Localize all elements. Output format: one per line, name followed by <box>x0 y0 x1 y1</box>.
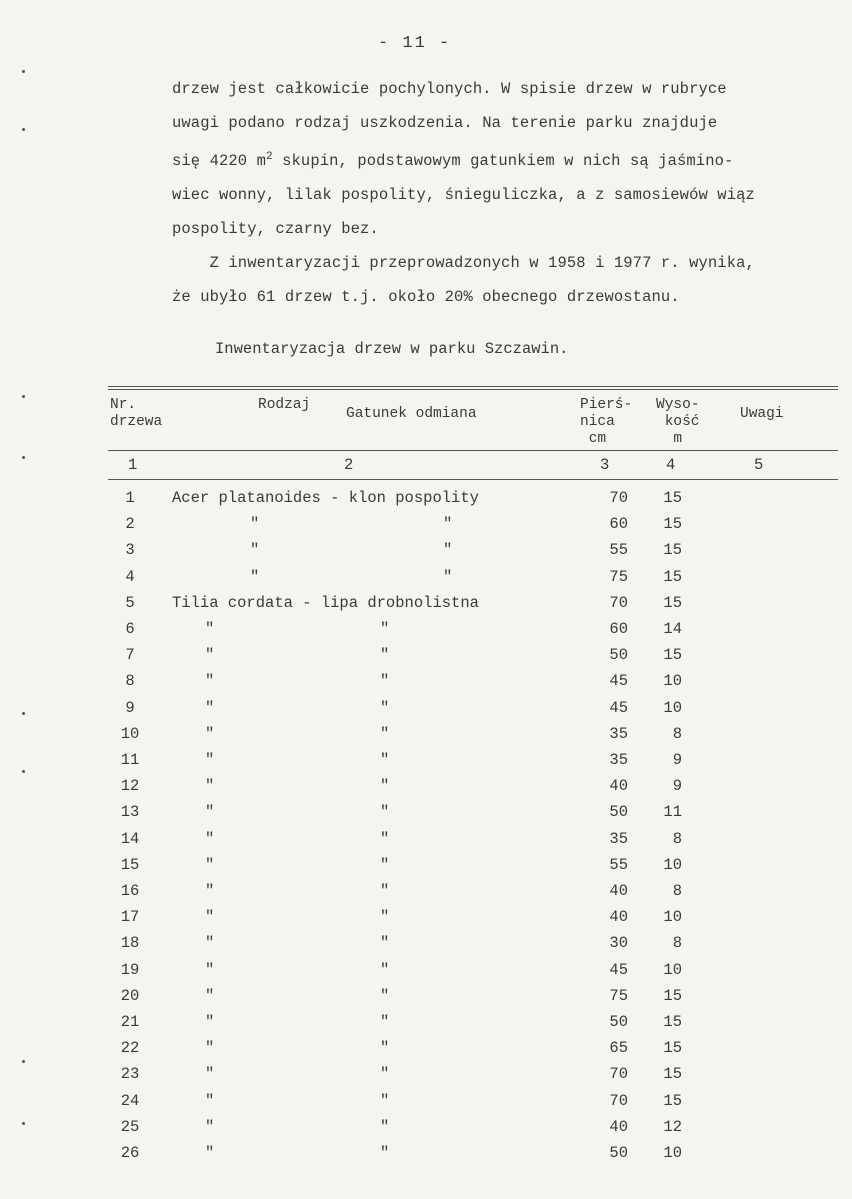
cell-piersnica: 50 <box>609 1144 628 1162</box>
cell-wysokosc: 8 <box>672 934 682 953</box>
cell-piersnica: 45 <box>609 672 628 691</box>
ditto-mark: " <box>205 672 215 691</box>
text-line: drzew jest całkowicie pochylonych. W spisie drzew w rubryce <box>172 80 727 98</box>
page-number: - 11 - <box>378 34 452 53</box>
margin-mark <box>22 456 25 459</box>
cell-nr: 1 <box>125 489 135 507</box>
ditto-mark: " <box>205 855 215 874</box>
cell-piersnica: 70 <box>609 1065 628 1084</box>
ditto-mark: " <box>380 1144 390 1162</box>
header-rodzaj: Rodzaj <box>258 397 311 413</box>
table-row <box>0 1039 852 1065</box>
cell-nr: 13 <box>120 803 140 822</box>
cell-piersnica: 40 <box>609 777 628 796</box>
table-row <box>0 856 852 882</box>
cell-wysokosc: 8 <box>672 724 682 743</box>
cell-wysokosc: 10 <box>663 855 682 874</box>
cell-nr: 23 <box>120 1065 140 1084</box>
intro-paragraph <box>172 72 822 314</box>
cell-piersnica: 70 <box>609 1091 628 1110</box>
table-row <box>0 620 852 646</box>
table-row <box>0 489 852 515</box>
ditto-mark: " <box>205 1039 215 1058</box>
cell-piersnica: 45 <box>609 960 628 979</box>
table-row <box>0 934 852 960</box>
table-row <box>0 1144 852 1170</box>
text-line: że ubyło 61 drzew t.j. około 20% obecnego drzewostanu. <box>172 288 680 307</box>
table-row <box>0 1065 852 1091</box>
cell-wysokosc: 15 <box>663 986 682 1005</box>
ditto-mark: " <box>380 855 390 874</box>
cell-wysokosc: 10 <box>663 1144 682 1162</box>
ditto-mark: " <box>205 908 215 927</box>
ditto-mark: " <box>205 1013 215 1031</box>
cell-nr: 5 <box>125 593 135 612</box>
cell-wysokosc: 12 <box>663 1117 682 1136</box>
text-line: pospolity, czarny bez. <box>172 220 379 239</box>
ditto-mark: " <box>205 882 215 900</box>
table-caption: Inwentaryzacja drzew w parku Szczawin. <box>215 340 569 358</box>
cell-nr: 11 <box>120 751 140 769</box>
cell-wysokosc: 10 <box>663 908 682 927</box>
ditto-mark: " <box>205 986 215 1005</box>
ditto-mark: " <box>205 960 215 979</box>
ditto-mark: " <box>380 1065 390 1084</box>
cell-nr: 4 <box>125 567 135 586</box>
text-line: uwagi podano rodzaj uszkodzenia. Na terenie parku znajduje <box>172 114 718 132</box>
margin-mark <box>22 70 25 73</box>
text-line: wiec wonny, lilak pospolity, śnieguliczka, a z samosiewów wiąz <box>172 186 755 205</box>
table-row <box>0 987 852 1013</box>
ditto-mark: " <box>205 724 215 743</box>
ditto-mark: " <box>205 1065 215 1084</box>
cell-piersnica: 40 <box>609 908 628 927</box>
cell-wysokosc: 8 <box>672 882 682 900</box>
cell-wysokosc: 15 <box>663 567 682 586</box>
table-top-rule <box>108 386 838 387</box>
header-gatunek: Gatunek odmiana <box>346 406 477 422</box>
ditto-mark: " <box>205 620 215 638</box>
table-row <box>0 672 852 698</box>
ditto-mark: " <box>250 567 260 586</box>
table-row <box>0 646 852 672</box>
column-number: 4 <box>666 456 676 474</box>
ditto-mark: " <box>205 1091 215 1110</box>
header-nr: Nr. drzewa <box>110 397 163 430</box>
cell-nr: 22 <box>120 1039 140 1058</box>
cell-piersnica: 60 <box>609 620 628 638</box>
text-line: Z inwentaryzacji przeprowadzonych w 1958 i 1977 r. wynika, <box>172 254 755 273</box>
table-row <box>0 751 852 777</box>
cell-piersnica: 75 <box>609 567 628 586</box>
cell-nr: 12 <box>120 777 140 796</box>
ditto-mark: " <box>205 803 215 822</box>
cell-nr: 2 <box>125 515 135 534</box>
ditto-mark: " <box>380 777 390 796</box>
table-row <box>0 1013 852 1039</box>
column-number: 2 <box>344 456 354 474</box>
cell-nr: 26 <box>120 1144 140 1162</box>
header-bottom-rule <box>108 450 838 451</box>
text-fragment: się 4220 m <box>172 152 267 171</box>
ditto-mark: " <box>205 1144 215 1162</box>
table-row <box>0 882 852 908</box>
cell-nr: 10 <box>120 724 140 743</box>
column-number: 3 <box>600 456 610 474</box>
ditto-mark: " <box>250 515 260 534</box>
cell-wysokosc: 15 <box>663 1039 682 1058</box>
cell-nr: 16 <box>120 882 140 900</box>
ditto-mark: " <box>380 829 390 848</box>
cell-wysokosc: 11 <box>663 803 682 822</box>
header-uwagi: Uwagi <box>740 406 784 422</box>
cell-wysokosc: 15 <box>663 515 682 534</box>
table-row <box>0 568 852 594</box>
cell-wysokosc: 15 <box>663 1091 682 1110</box>
margin-mark <box>22 770 25 773</box>
ditto-mark: " <box>443 541 453 560</box>
cell-nr: 15 <box>120 855 140 874</box>
cell-wysokosc: 14 <box>663 620 682 638</box>
cell-wysokosc: 8 <box>672 829 682 848</box>
text-line <box>172 140 822 178</box>
cell-wysokosc: 15 <box>663 1013 682 1031</box>
table-top-rule-2 <box>108 389 838 390</box>
text-fragment: skupin, podstawowym gatunkiem w nich są jaśmino- <box>272 152 734 171</box>
ditto-mark: " <box>443 567 453 586</box>
table-row <box>0 699 852 725</box>
cell-wysokosc: 15 <box>663 593 682 612</box>
ditto-mark: " <box>205 777 215 796</box>
header-wysokosc: Wyso- kość m <box>656 397 700 447</box>
numbers-bottom-rule <box>108 479 838 480</box>
ditto-mark: " <box>380 882 390 900</box>
cell-piersnica: 50 <box>609 646 628 665</box>
cell-species: Acer platanoides - klon pospolity <box>172 489 479 507</box>
ditto-mark: " <box>380 934 390 953</box>
ditto-mark: " <box>380 646 390 665</box>
cell-piersnica: 35 <box>609 751 628 769</box>
table-row <box>0 908 852 934</box>
ditto-mark: " <box>380 672 390 691</box>
table-row <box>0 725 852 751</box>
margin-mark <box>22 395 25 398</box>
margin-mark <box>22 712 25 715</box>
table-row <box>0 830 852 856</box>
cell-nr: 19 <box>120 960 140 979</box>
table-row <box>0 777 852 803</box>
table-row <box>0 594 852 620</box>
table-row <box>0 803 852 829</box>
header-piersnica: Pierś- nica cm <box>580 397 633 447</box>
cell-piersnica: 75 <box>609 986 628 1005</box>
cell-nr: 14 <box>120 829 140 848</box>
ditto-mark: " <box>205 829 215 848</box>
cell-piersnica: 50 <box>609 803 628 822</box>
cell-nr: 21 <box>120 1013 140 1031</box>
cell-piersnica: 40 <box>609 882 628 900</box>
ditto-mark: " <box>380 1039 390 1058</box>
cell-species: Tilia cordata - lipa drobnolistna <box>172 593 479 612</box>
ditto-mark: " <box>380 986 390 1005</box>
margin-mark <box>22 1060 25 1063</box>
ditto-mark: " <box>380 620 390 638</box>
cell-wysokosc: 10 <box>663 672 682 691</box>
ditto-mark: " <box>380 960 390 979</box>
ditto-mark: " <box>205 1117 215 1136</box>
table-row <box>0 541 852 567</box>
cell-piersnica: 65 <box>609 1039 628 1058</box>
cell-nr: 20 <box>120 986 140 1005</box>
column-number: 5 <box>754 456 764 474</box>
cell-piersnica: 60 <box>609 515 628 534</box>
cell-nr: 25 <box>120 1117 140 1136</box>
ditto-mark: " <box>250 541 260 560</box>
ditto-mark: " <box>205 646 215 665</box>
table-row <box>0 1092 852 1118</box>
ditto-mark: " <box>443 515 453 534</box>
ditto-mark: " <box>380 1117 390 1136</box>
cell-nr: 24 <box>120 1091 140 1110</box>
table-row <box>0 961 852 987</box>
cell-wysokosc: 10 <box>663 698 682 717</box>
cell-wysokosc: 15 <box>663 489 682 507</box>
cell-wysokosc: 15 <box>663 1065 682 1084</box>
cell-piersnica: 30 <box>609 934 628 953</box>
cell-nr: 3 <box>125 541 135 560</box>
cell-piersnica: 55 <box>609 855 628 874</box>
ditto-mark: " <box>380 724 390 743</box>
ditto-mark: " <box>205 751 215 769</box>
ditto-mark: " <box>380 698 390 717</box>
table-row <box>0 1118 852 1144</box>
cell-nr: 8 <box>125 672 135 691</box>
ditto-mark: " <box>380 751 390 769</box>
cell-piersnica: 45 <box>609 698 628 717</box>
cell-wysokosc: 10 <box>663 960 682 979</box>
margin-mark <box>22 128 25 131</box>
cell-nr: 7 <box>125 646 135 665</box>
cell-nr: 18 <box>120 934 140 953</box>
superscript: 2 <box>266 151 273 163</box>
cell-nr: 6 <box>125 620 135 638</box>
ditto-mark: " <box>380 908 390 927</box>
ditto-mark: " <box>205 698 215 717</box>
cell-wysokosc: 15 <box>663 646 682 665</box>
ditto-mark: " <box>380 803 390 822</box>
margin-mark <box>22 1122 25 1125</box>
cell-piersnica: 35 <box>609 829 628 848</box>
cell-wysokosc: 9 <box>672 777 682 796</box>
cell-nr: 17 <box>120 908 140 927</box>
cell-piersnica: 70 <box>609 593 628 612</box>
table-row <box>0 515 852 541</box>
cell-piersnica: 40 <box>609 1117 628 1136</box>
ditto-mark: " <box>380 1091 390 1110</box>
cell-piersnica: 35 <box>609 724 628 743</box>
cell-piersnica: 50 <box>609 1013 628 1031</box>
cell-wysokosc: 9 <box>672 751 682 769</box>
ditto-mark: " <box>380 1013 390 1031</box>
cell-nr: 9 <box>125 698 135 717</box>
cell-piersnica: 55 <box>609 541 628 560</box>
cell-wysokosc: 15 <box>663 541 682 560</box>
column-number: 1 <box>128 456 138 474</box>
cell-piersnica: 70 <box>609 489 628 507</box>
ditto-mark: " <box>205 934 215 953</box>
